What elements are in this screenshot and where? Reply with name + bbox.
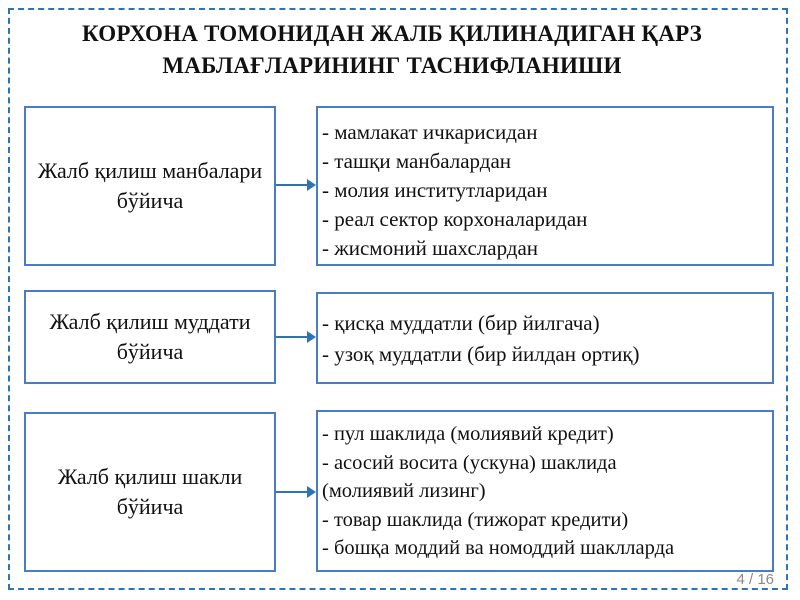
list-item: - товар шаклида (тижорат кредити) xyxy=(322,508,629,531)
list-item: - мамлакат ичкарисидан xyxy=(322,120,538,144)
list-item: - молия институтларидан xyxy=(322,178,548,202)
title-line-1: КОРХОНА ТОМОНИДАН ЖАЛБ ҚИЛИНАДИГАН ҚАРЗ xyxy=(82,21,702,46)
arrow-icon xyxy=(276,336,314,338)
diagram-title xyxy=(0,18,784,82)
items-box-term xyxy=(316,292,774,384)
arrow-icon xyxy=(276,184,314,186)
category-box-sources xyxy=(24,106,276,266)
category-box-term xyxy=(24,290,276,384)
items-box-form xyxy=(316,410,774,572)
items-box-sources xyxy=(316,106,774,266)
title-line-2: МАБЛАҒЛАРИНИНГ ТАСНИФЛАНИШИ xyxy=(162,53,622,78)
list-item: - узоқ муддатли (бир йилдан ортиқ) xyxy=(322,342,640,366)
list-item: - пул шаклида (молиявий кредит) xyxy=(322,423,614,445)
arrow-icon xyxy=(276,491,314,493)
category-label: Жалб қилиш манбалари бўйича xyxy=(37,158,263,213)
category-label: Жалб қилиш шакли бўйича xyxy=(57,464,243,519)
list-item: - асосий восита (ускуна) шаклида xyxy=(322,451,617,474)
category-label: Жалб қилиш муддати бўйича xyxy=(49,309,251,364)
page-indicator: 4 / 16 xyxy=(736,571,774,588)
list-item: - бошқа моддий ва номоддий шаклларда xyxy=(322,537,675,559)
list-item: (молиявий лизинг) xyxy=(322,480,486,502)
list-item: - ташқи манбалардан xyxy=(322,149,512,173)
list-item: - реал сектор корхоналаридан xyxy=(322,207,588,231)
list-item: - жисмоний шахслардан xyxy=(322,236,539,260)
category-box-form xyxy=(24,412,276,572)
list-item: - қисқа муддатли (бир йилгача) xyxy=(322,311,600,335)
